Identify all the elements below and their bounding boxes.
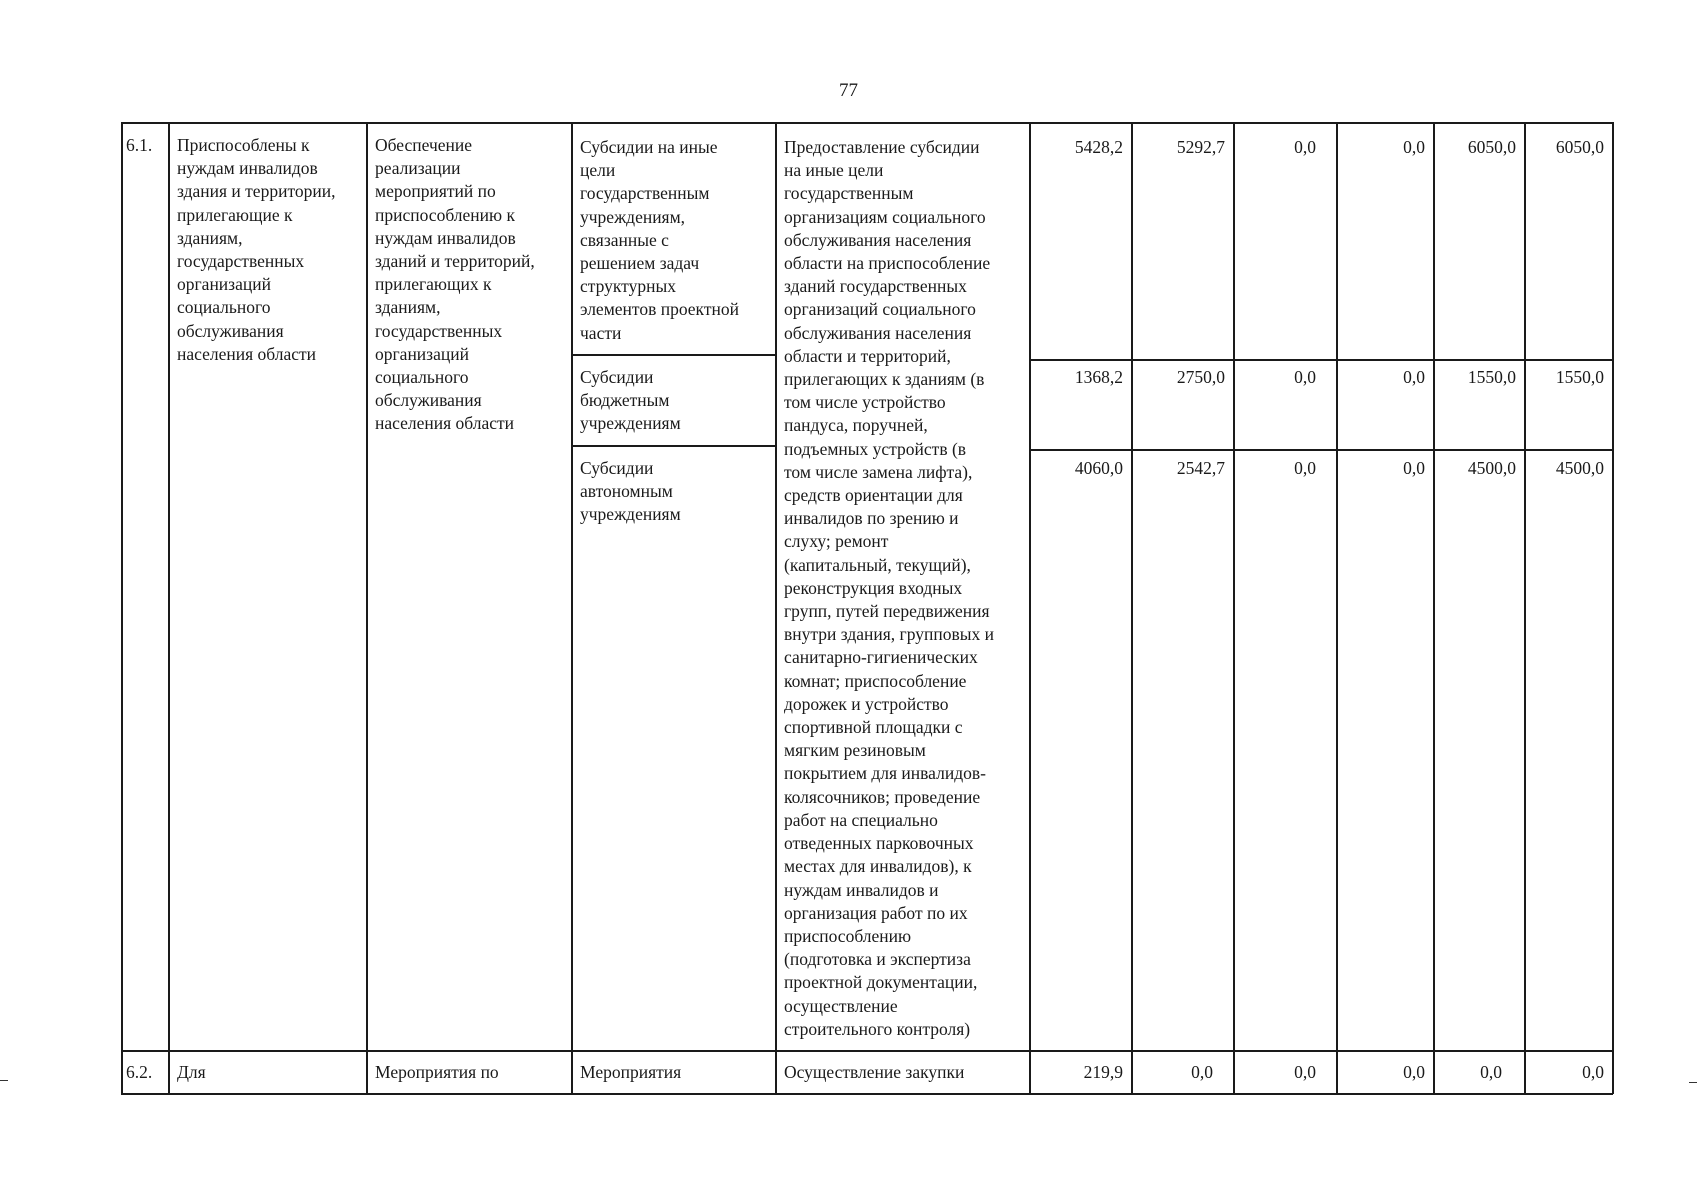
- column-divider: [1336, 122, 1338, 1094]
- value-cell: 0,0: [1294, 458, 1316, 478]
- row-divider: [571, 354, 775, 356]
- funding-type-cell: Субсидии на иные цели государственным учреждениям, связанные с решением задач структурных элементов проектной части: [580, 137, 739, 343]
- scan-edge-mark: [1689, 1082, 1697, 1083]
- value-cell: 5292,7: [1176, 137, 1225, 157]
- description-cell: Осуществление закупки: [784, 1062, 965, 1082]
- column-divider: [1029, 122, 1031, 1094]
- scan-edge-mark: [0, 1080, 8, 1081]
- table-right-border: [1612, 122, 1614, 1094]
- value-cell: 4500,0: [1467, 458, 1516, 478]
- column-divider: [1433, 122, 1435, 1094]
- measure-cell: Мероприятия по: [375, 1062, 499, 1082]
- value-cell: 4060,0: [1074, 458, 1123, 478]
- value-cell: 0,0: [1294, 137, 1316, 157]
- table-bottom-border: [121, 1093, 1613, 1095]
- value-cell: 5428,2: [1074, 137, 1123, 157]
- result-cell: Для: [177, 1062, 206, 1082]
- row-number: 6.1.: [126, 135, 153, 155]
- value-cell: 6050,0: [1467, 137, 1516, 157]
- value-cell: 6050,0: [1555, 137, 1604, 157]
- value-cell: 0,0: [1294, 367, 1316, 387]
- column-divider: [1524, 122, 1526, 1094]
- column-divider: [1233, 122, 1235, 1094]
- value-cell: 2542,7: [1176, 458, 1225, 478]
- column-divider: [1131, 122, 1133, 1094]
- funding-type-cell: Субсидии бюджетным учреждениям: [580, 367, 681, 434]
- row-number: 6.2.: [126, 1062, 153, 1082]
- value-cell: 0,0: [1403, 1062, 1425, 1082]
- row-divider: [571, 445, 775, 447]
- value-cell: 1368,2: [1074, 367, 1123, 387]
- measure-cell: Обеспечение реализации мероприятий по приспособлению к нуждам инвалидов зданий и территорий, прилегающих к зданиям, государственных организаций социального обслуживания населения области: [375, 135, 535, 434]
- page-number: 77: [839, 80, 858, 101]
- funding-type-cell: Субсидии автономным учреждениям: [580, 458, 681, 525]
- value-cell: 0,0: [1403, 458, 1425, 478]
- value-cell: 1550,0: [1555, 367, 1604, 387]
- value-cell: 219,9: [1083, 1062, 1123, 1082]
- value-cell: 0,0: [1403, 367, 1425, 387]
- result-cell: Приспособлены к нуждам инвалидов здания и территории, прилегающие к зданиям, государственных организаций социального обслуживания населения области: [177, 135, 336, 364]
- value-cell: 4500,0: [1555, 458, 1604, 478]
- description-cell: Предоставление субсидии на иные цели государственным организациям социального обслуживания населения области на приспособление зданий государственных организаций социального обслуживания населения области и территорий, прилегающих к зданиям (в том числе устройство пандуса, поручней, подъемных устройств (в том числе замена лифта), средств ориентации для инвалидов по зрению и слуху; ремонт (капитальный, текущий), реконструкция входных групп, путей передвижения внутри здания, групповых и санитарно-гигиенических комнат; приспособление дорожек и устройство спортивной площадки с мягким резиновым покрытием для инвалидов- колясочников; проведение работ на специально отведенных парковочных местах для инвалидов), к нуждам инвалидов и организация работ по их приспособлению (подготовка и экспертиза проектной документации, осуществление строительного контроля): [784, 137, 994, 1039]
- value-cell: 1550,0: [1467, 367, 1516, 387]
- value-cell: 0,0: [1403, 137, 1425, 157]
- value-cell: 0,0: [1582, 1062, 1604, 1082]
- value-cell: 2750,0: [1176, 367, 1225, 387]
- value-cell: 0,0: [1294, 1062, 1316, 1082]
- column-divider: [121, 122, 123, 1094]
- funding-type-cell: Мероприятия: [580, 1062, 682, 1082]
- value-cell: 0,0: [1480, 1062, 1502, 1082]
- table-top-border: [121, 122, 1613, 124]
- value-cell: 0,0: [1191, 1062, 1213, 1082]
